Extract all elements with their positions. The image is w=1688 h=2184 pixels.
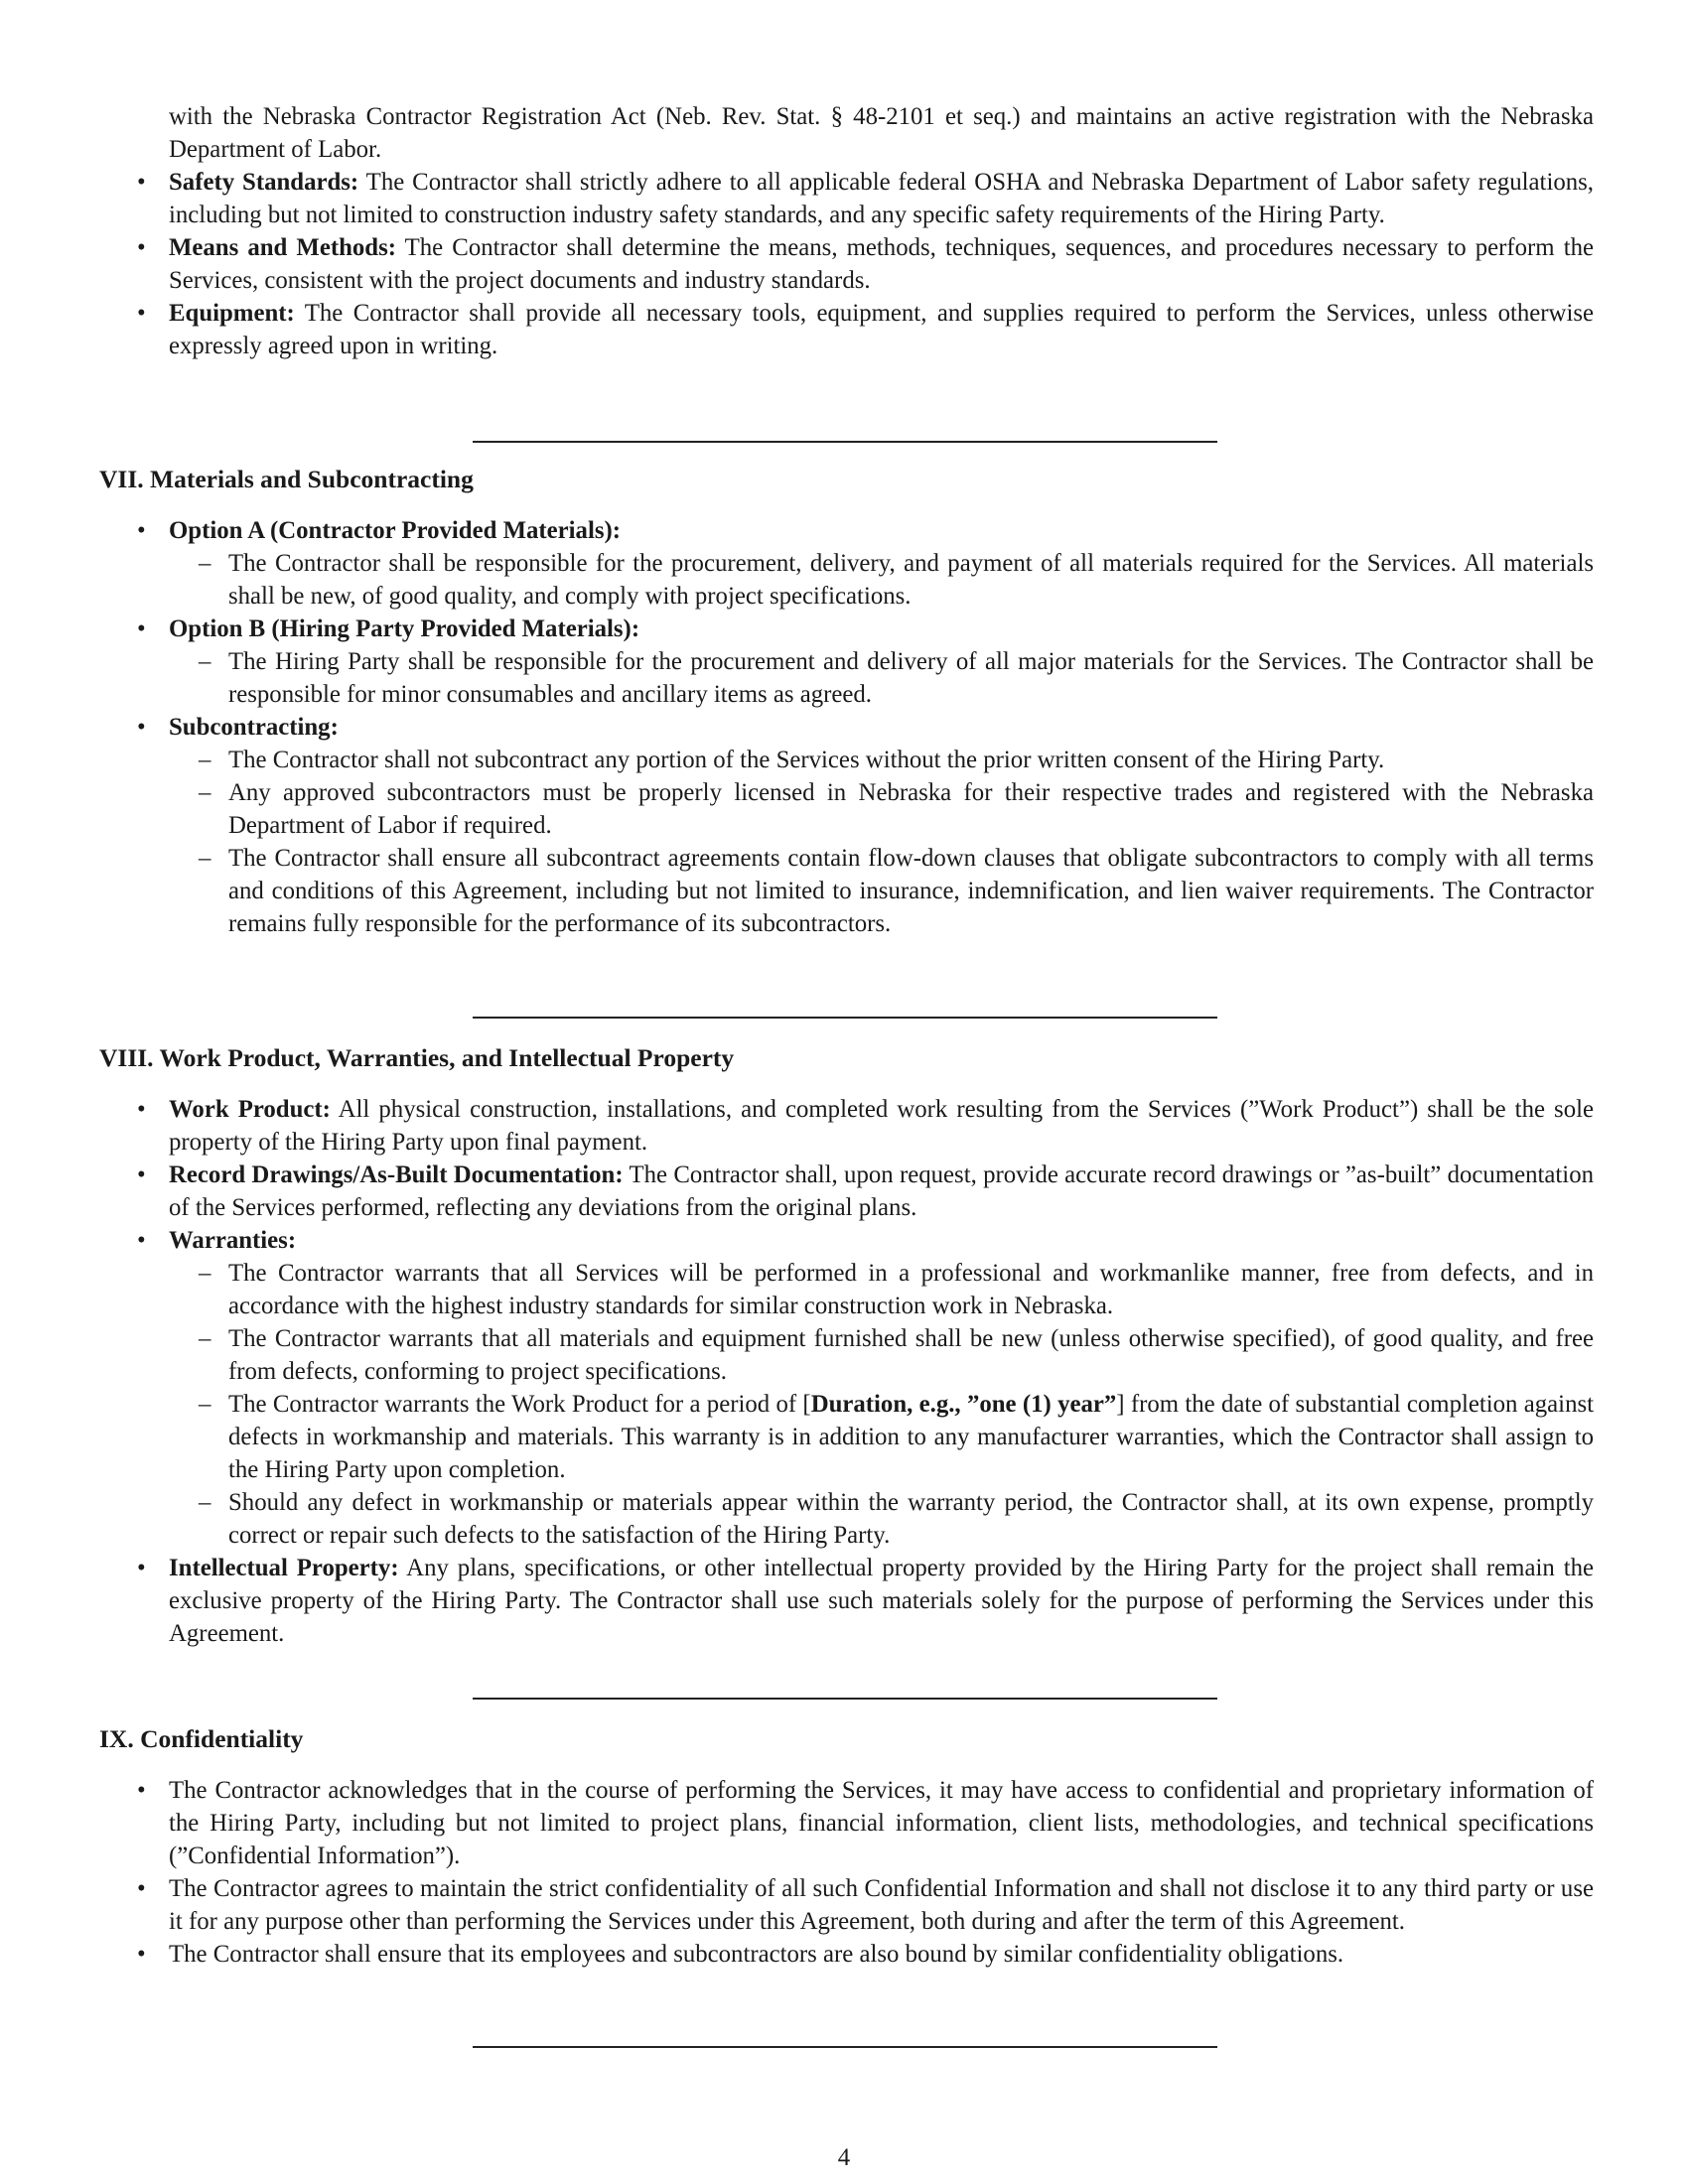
section-heading: VIII. Work Product, Warranties, and Intellectual Property xyxy=(99,1043,735,1072)
section-divider xyxy=(473,1698,1217,1700)
list-item: • Intellectual Property: Any plans, specifications, or other intellectual property provided by the Hiring Party for the project shall remain the exclusive property of the Hiring Party. The Contractor shall use such materials solely for the purpose of performing the Services under this Agreement. xyxy=(99,1552,1594,1650)
option-b-label: Option B (Hiring Party Provided Materials): xyxy=(169,615,640,642)
bullet-label: Record Drawings/As-Built Documentation: xyxy=(169,1161,624,1188)
page-number: 4 xyxy=(837,2144,851,2171)
bullet-label: Intellectual Property: xyxy=(169,1555,399,1581)
list-item xyxy=(99,711,1594,940)
bullet-label: Means and Methods: xyxy=(169,234,396,261)
sub-list-item: – The Contractor shall be responsible for the procurement, delivery, and payment of all materials required for the Services. All materials shall be new, of good quality, and comply with project specifications. xyxy=(169,547,1594,613)
sub-list-item: – The Contractor shall ensure all subcontract agreements contain flow-down clauses that obligate subcontractors to comply with all terms and conditions of this Agreement, including but not limited to insurance, indemnification, and lien waiver requirements. The Contractor remains fully responsible for the performance of its subcontractors. xyxy=(169,842,1594,940)
bullet-label: Work Product: xyxy=(169,1096,331,1123)
bullet-label: Safety Standards: xyxy=(169,169,359,196)
list-item: • Means and Methods: The Contractor shall determine the means, methods, techniques, sequences, and procedures necessary to perform the Services, consistent with the project documents and industry standards. xyxy=(99,231,1594,297)
section-list xyxy=(99,1093,1594,1650)
list-item: • Safety Standards: The Contractor shall strictly adhere to all applicable federal OSHA and Nebraska Department of Labor safety regulations, including but not limited to construction industry safety standards, and any specific safety requirements of the Hiring Party. xyxy=(99,166,1594,231)
sub-list-item: – The Contractor shall not subcontract any portion of the Services without the prior written consent of the Hiring Party. xyxy=(169,744,1594,776)
sub-list-item: – The Contractor warrants that all materials and equipment furnished shall be new (unless otherwise specified), of good quality, and free from defects, conforming to project specifications. xyxy=(169,1322,1594,1388)
section-divider xyxy=(473,2046,1217,2048)
bullet-label: Warranties: xyxy=(169,1227,297,1254)
bullet-label: Equipment: xyxy=(169,300,295,327)
sub-list-item: – The Contractor warrants the Work Product for a period of [Duration, e.g., ”one (1) year”] from the date of substantial completion against defects in workmanship and materials. This warranty is in addition to any manufacturer warranties, which the Contractor shall assign to the Hiring Party upon completion. xyxy=(169,1388,1594,1486)
list-item: • The Contractor agrees to maintain the strict confidentiality of all such Confidential Information and shall not disclose it to any third party or use it for any purpose other than performing the Services under this Agreement, both during and after the term of this Agreement. xyxy=(99,1872,1594,1938)
list-item: • The Contractor acknowledges that in the course of performing the Services, it may have access to confidential and proprietary information of the Hiring Party, including but not limited to project plans, financial information, client lists, methodologies, and technical specifications (”Confidential Information”). xyxy=(99,1774,1594,1872)
top-bullet-list xyxy=(99,166,1594,362)
list-item: • Work Product: All physical construction, installations, and completed work resulting from the Services (”Work Product”) shall be the sole property of the Hiring Party upon final payment. xyxy=(99,1093,1594,1159)
section-heading: IX. Confidentiality xyxy=(99,1724,304,1753)
option-a-label: Option A (Contractor Provided Materials): xyxy=(169,517,622,544)
list-item: • Equipment: The Contractor shall provide all necessary tools, equipment, and supplies required to perform the Services, unless otherwise expressly agreed upon in writing. xyxy=(99,297,1594,362)
sub-list-item: – Should any defect in workmanship or materials appear within the warranty period, the Contractor shall, at its own expense, promptly correct or repair such defects to the satisfaction of the Hiring Party. xyxy=(169,1486,1594,1552)
section-list xyxy=(99,1774,1594,1971)
list-item: • Record Drawings/As-Built Documentation: The Contractor shall, upon request, provide accurate record drawings or ”as-built” documentation of the Services performed, reflecting any deviations from the original plans. xyxy=(99,1159,1594,1224)
list-item xyxy=(99,613,1594,711)
section-divider xyxy=(473,441,1217,443)
sub-list-item: – The Hiring Party shall be responsible for the procurement and delivery of all major materials for the Services. The Contractor shall be responsible for minor consumables and ancillary items as agreed. xyxy=(169,645,1594,711)
list-item xyxy=(99,1224,1594,1552)
list-item: • The Contractor shall ensure that its employees and subcontractors are also bound by similar confidentiality obligations. xyxy=(99,1938,1594,1971)
sub-list-item: – Any approved subcontractors must be properly licensed in Nebraska for their respective trades and registered with the Nebraska Department of Labor if required. xyxy=(169,776,1594,842)
intro-paragraph: with the Nebraska Contractor Registration Act (Neb. Rev. Stat. § 48-2101 et seq.) and maintains an active registration with the Nebraska Department of Labor. xyxy=(169,103,1594,163)
sub-list-item: – The Contractor warrants that all Services will be performed in a professional and workmanlike manner, free from defects, and in accordance with the highest industry standards for similar construction work in Nebraska. xyxy=(169,1257,1594,1322)
section-divider xyxy=(473,1017,1217,1019)
section-list xyxy=(99,514,1594,940)
subcontracting-label: Subcontracting: xyxy=(169,714,339,741)
list-item xyxy=(99,514,1594,613)
section-heading: VII. Materials and Subcontracting xyxy=(99,465,474,493)
